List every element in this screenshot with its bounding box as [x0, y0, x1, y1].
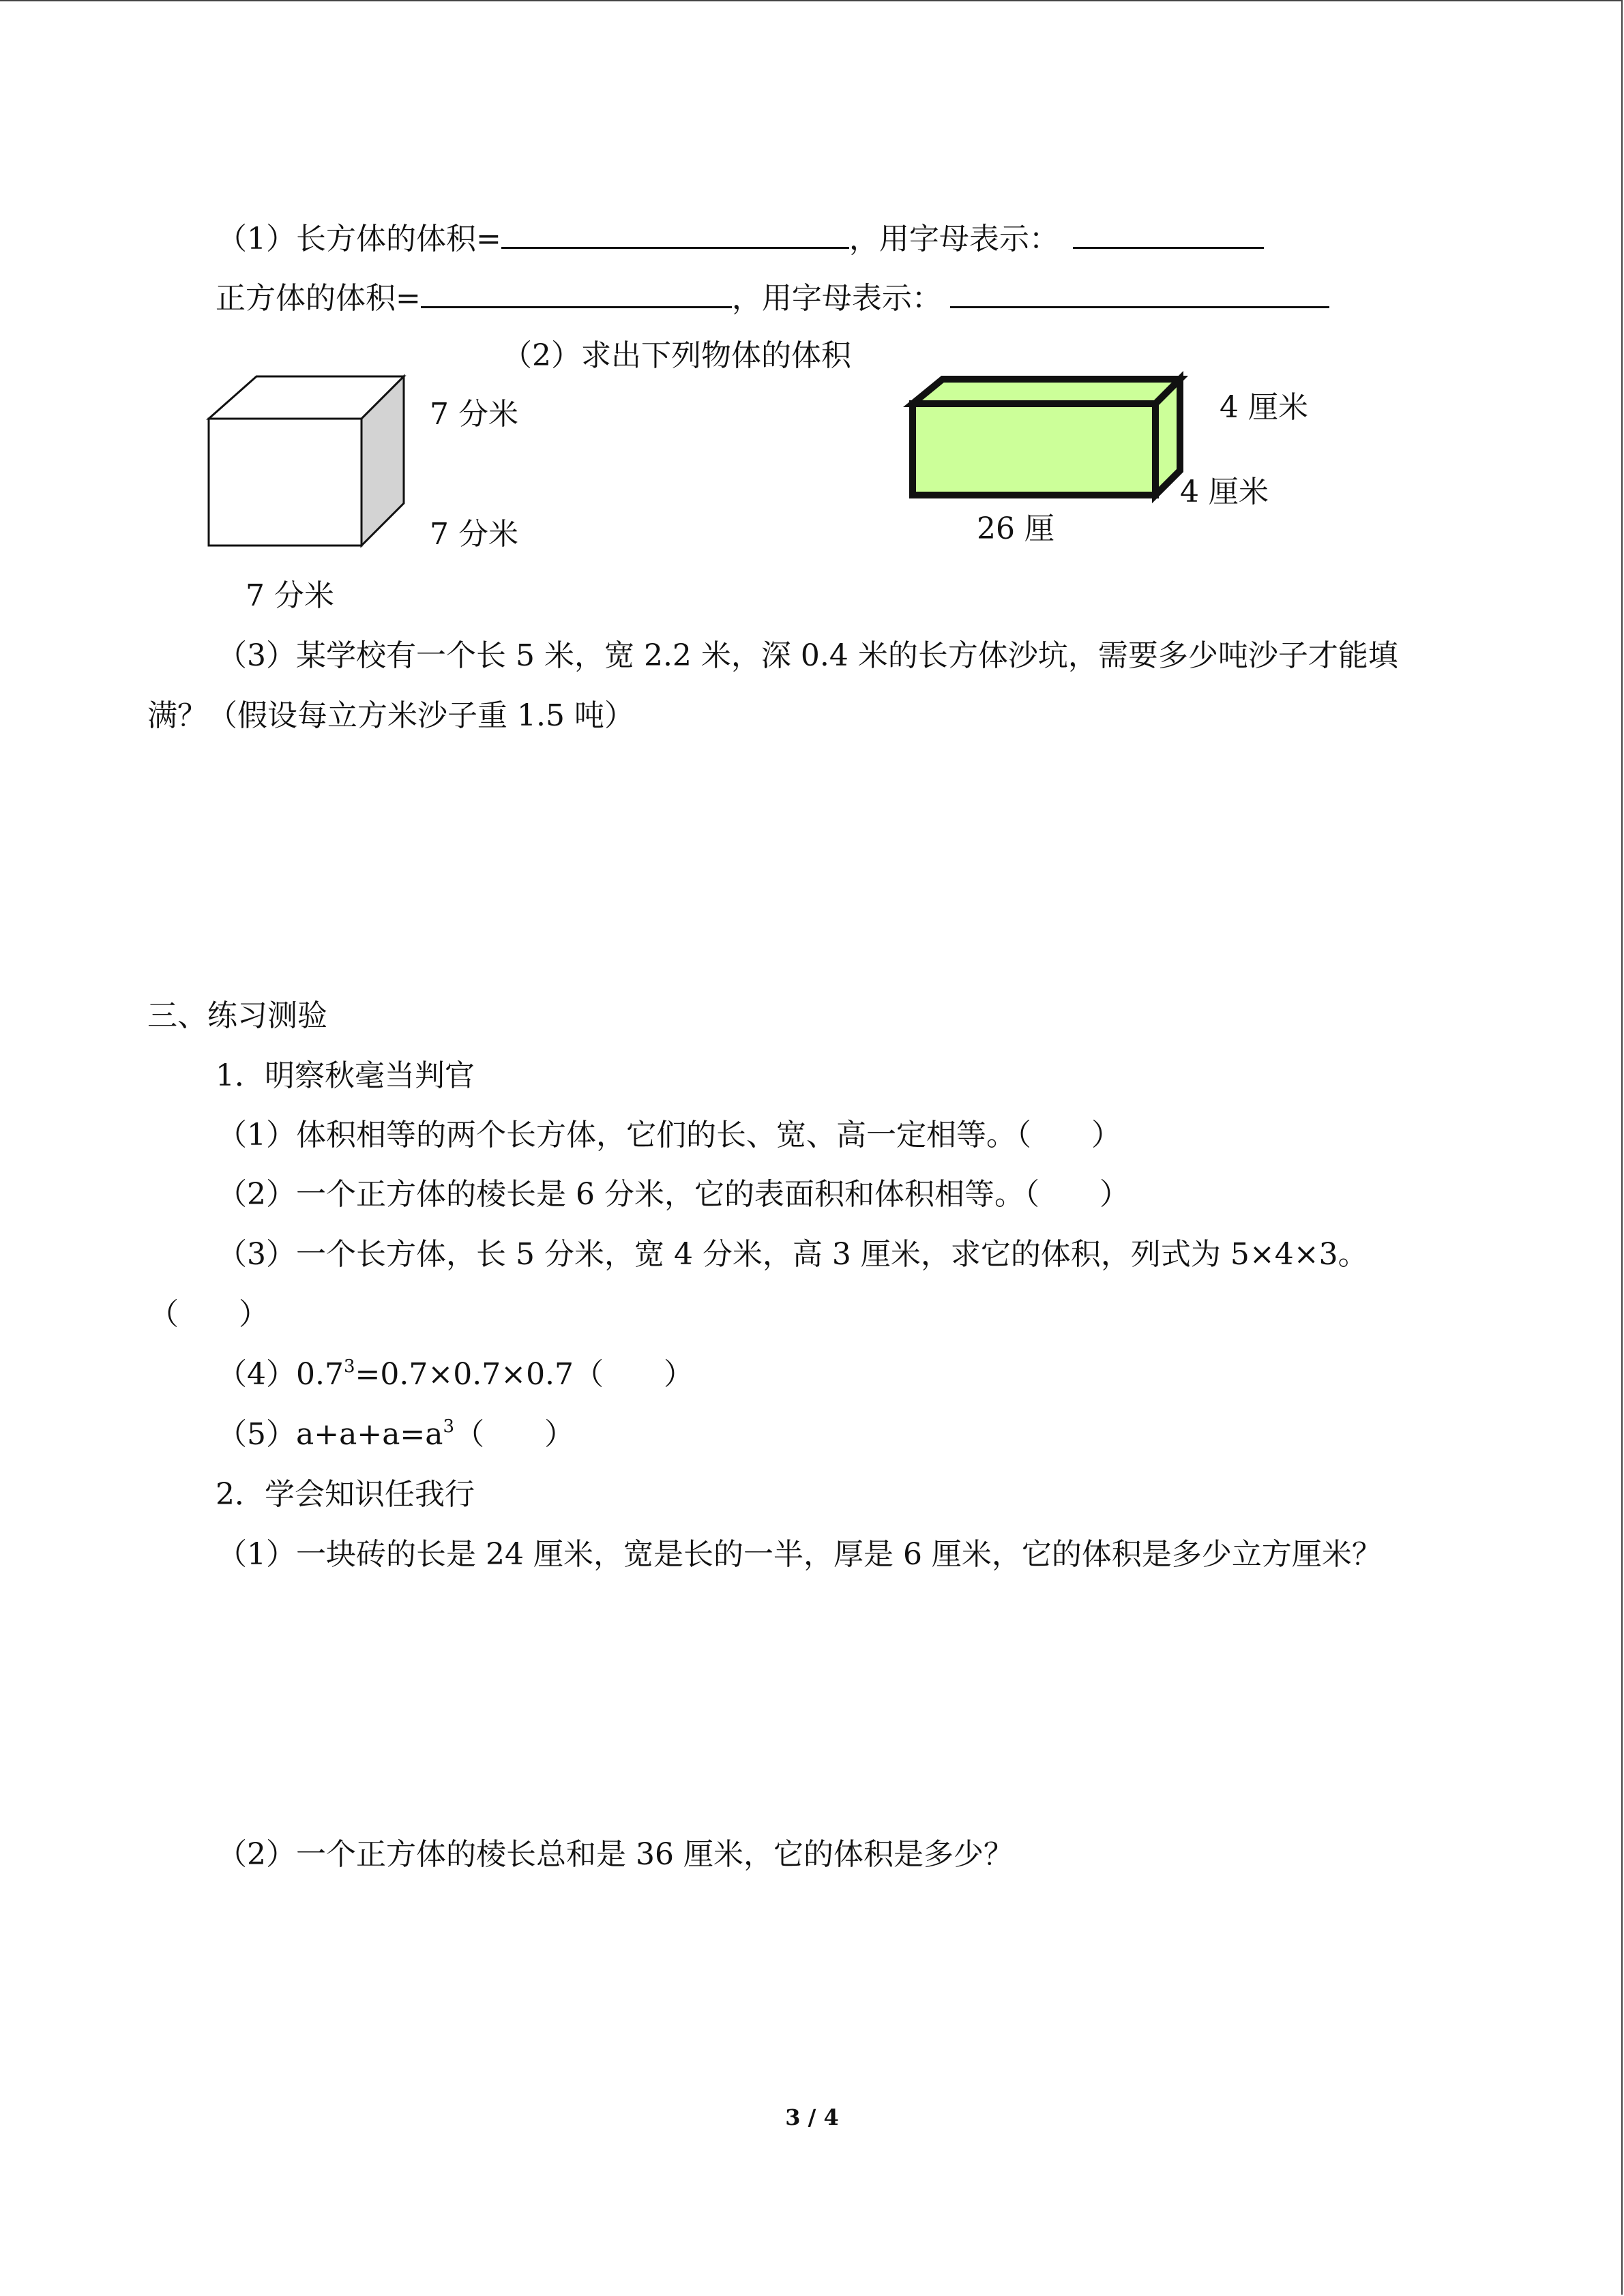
judge-item-4-prefix: （4）0.7: [217, 1357, 344, 1392]
cuboid-side-face: [1155, 379, 1180, 495]
formula-cube-mid: ，用字母表示：: [731, 281, 942, 316]
judge-item-2: （2）一个正方体的棱长是 6 分米，它的表面积和体积相等。（ ）: [217, 1177, 1130, 1212]
cuboid-top-face: [913, 379, 1180, 404]
page-number: 3 / 4: [785, 2104, 839, 2130]
cube-label-top-right: 7 分米: [430, 397, 518, 432]
part-1-title: 1．明察秋毫当判官: [216, 1058, 475, 1093]
cuboid-label-length: 26 厘: [977, 511, 1054, 546]
judge-item-5-prefix: （5）a+a+a=a: [217, 1417, 443, 1452]
question-2-title: （2）求出下列物体的体积: [502, 338, 851, 373]
judge-item-5-exponent: 3: [443, 1416, 455, 1437]
judge-item-4: [217, 1356, 694, 1394]
cube-label-bottom-right: 7 分米: [430, 517, 518, 552]
judge-item-5-suffix: （ ）: [454, 1417, 575, 1452]
formula-line-cuboid: [217, 217, 1264, 258]
section-3-title: 三、练习测验: [147, 998, 327, 1033]
cuboid-label-width: 4 厘米: [1180, 475, 1269, 509]
cube-figure: [205, 374, 409, 551]
blank-cube-volume[interactable]: [421, 276, 732, 308]
question-3-line-2: 满？（假设每立方米沙子重 1.5 吨）: [147, 698, 634, 733]
judge-item-5: [217, 1416, 574, 1454]
cube-label-bottom: 7 分米: [246, 578, 334, 613]
cuboid-figure: [907, 375, 1187, 501]
question-3-line-1: （3）某学校有一个长 5 米，宽 2.2 米，深 0.4 米的长方体沙坑，需要多少吨沙子才能填: [217, 638, 1398, 673]
judge-item-4-exponent: 3: [343, 1356, 355, 1377]
cube-front-face: [209, 419, 361, 546]
formula-cuboid-prefix: （1）长方体的体积=: [217, 222, 501, 256]
cuboid-front-face: [913, 404, 1155, 495]
blank-cuboid-letters[interactable]: [1073, 217, 1264, 249]
judge-item-3: （3）一个长方体，长 5 分米，宽 4 分米，高 3 厘米，求它的体积，列式为 5×4×3。: [217, 1237, 1368, 1272]
cuboid-label-height: 4 厘米: [1220, 390, 1308, 425]
apply-item-1: （1）一块砖的长是 24 厘米，宽是长的一半，厚是 6 厘米，它的体积是多少立方厘米？: [217, 1537, 1382, 1572]
part-2-title: 2．学会知识任我行: [216, 1477, 475, 1512]
judge-item-1: （1）体积相等的两个长方体，它们的长、宽、高一定相等。（ ）: [217, 1118, 1121, 1152]
blank-cuboid-volume[interactable]: [501, 217, 849, 249]
apply-item-2: （2）一个正方体的棱长总和是 36 厘米，它的体积是多少？: [217, 1837, 1014, 1872]
formula-line-cube: [216, 276, 1329, 318]
judge-item-3-paren: （ ）: [149, 1297, 269, 1332]
blank-cube-letters[interactable]: [950, 276, 1329, 308]
formula-cube-prefix: 正方体的体积=: [216, 281, 421, 316]
formula-cuboid-mid: ，用字母表示：: [848, 222, 1059, 256]
judge-item-4-suffix: =0.7×0.7×0.7（ ）: [355, 1357, 694, 1392]
